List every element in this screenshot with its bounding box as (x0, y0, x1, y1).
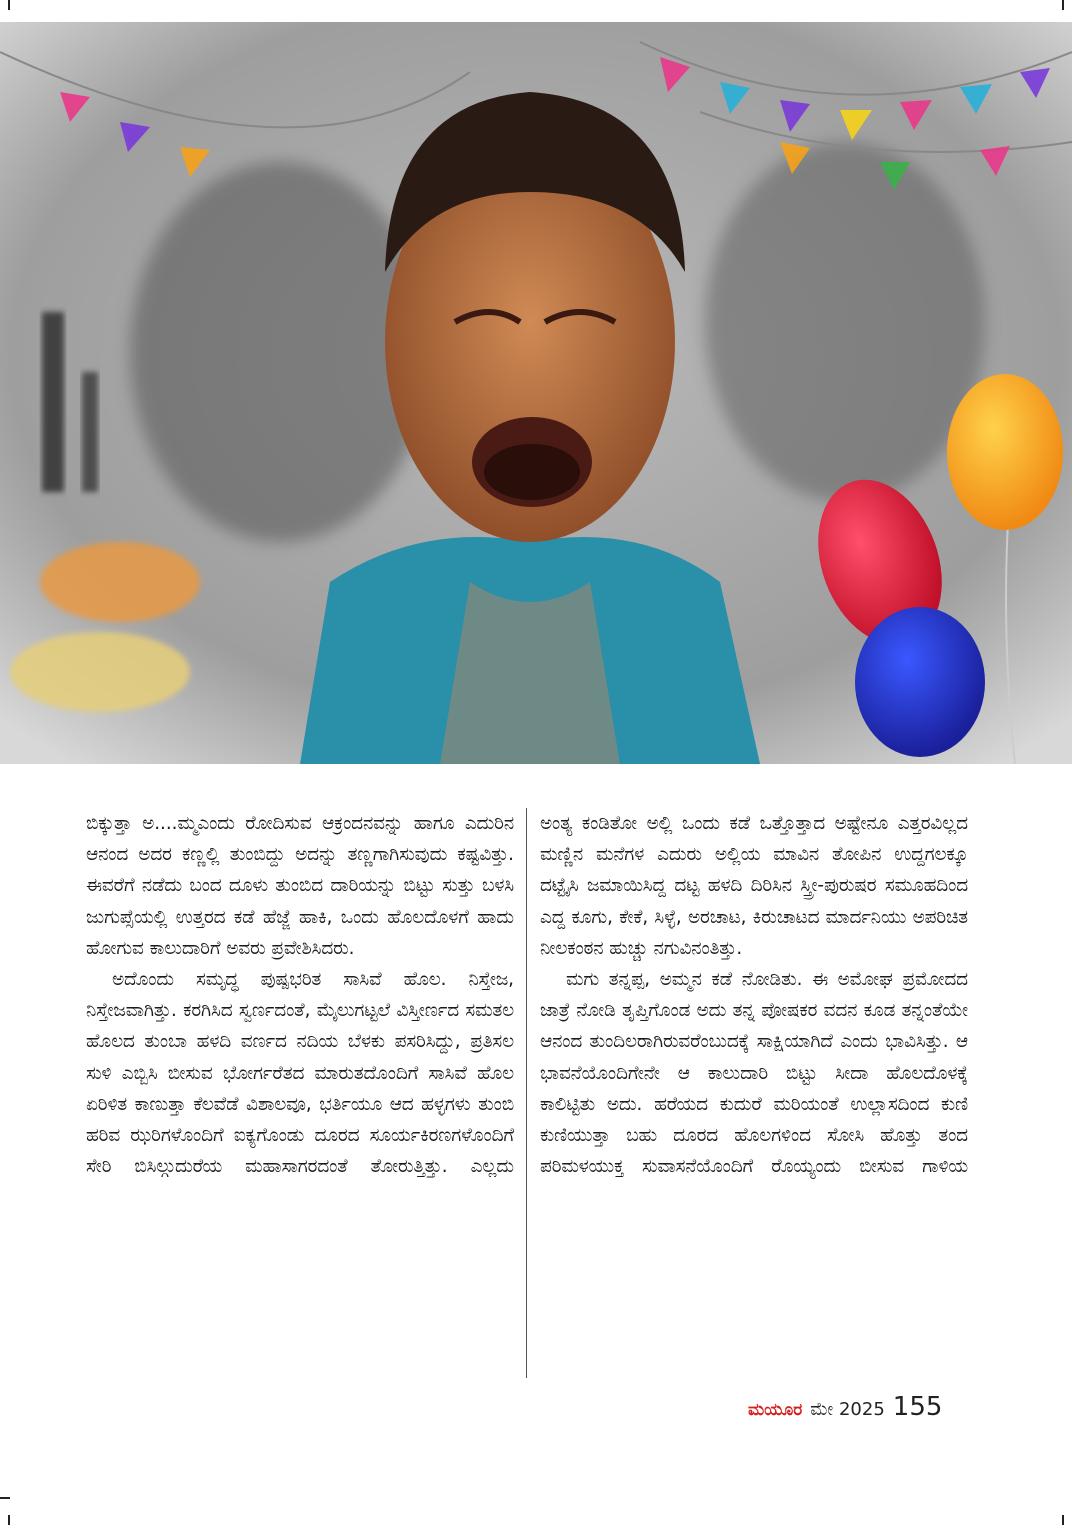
issue-date: ಮೇ 2025 (810, 1399, 885, 1420)
crop-mark-top-left (8, 0, 10, 10)
page-number: 155 (892, 1392, 943, 1422)
column-divider (526, 808, 527, 1378)
article-paragraph: ಅಂತ್ಯ ಕಂಡಿತೋ ಅಲ್ಲಿ ಒಂದು ಕಡೆ ಒತ್ತೊತ್ತಾದ ಅಷ್ಟೇನೂ ಎತ್ತರವಿಲ್ಲದ ಮಣ್ಣಿನ ಮನೆಗಳ ಎದುರು ಅಲ್ಲಿಯ ಮಾವಿನ ತೋಪಿನ ಉದ್ದಗಲಕ್ಕೂ ದಟ್ಟೈಸಿ ಜಮಾಯಿಸಿದ್ದ ದಟ್ಟ ಹಳದಿ ದಿರಿಸಿನ ಸ್ತ್ರೀ-ಪುರುಷರ ಸಮೂಹದಿಂದ ಎದ್ದ ಕೂಗು, ಕೇಕೆ, ಸಿಳ್ಳೆ, ಅರಚಾಟ, ಕಿರುಚಾಟದ ಮಾರ್ದನಿಯು ಅಪರಿಚಿತ ನೀಲಕಂಠನ ಹುಚ್ಚು ನಗುವಿನಂತಿತ್ತು. (540, 813, 968, 959)
crop-mark-bottom-left (8, 1515, 10, 1525)
magazine-brand: ಮಯೂರ (748, 1400, 803, 1420)
crop-mark-left-bottom (0, 1497, 10, 1499)
story-illustration (0, 22, 1072, 764)
crop-mark-bottom-right (1062, 1515, 1064, 1525)
crop-mark-top-right (1062, 0, 1064, 10)
page-footer (748, 1392, 942, 1426)
article-paragraph: ಅದೊಂದು ಸಮೃದ್ಧ ಪುಷ್ಪಭರಿತ ಸಾಸಿವೆ ಹೊಲ. ನಿಸ್ತೇಜ, ನಿಸ್ತೇಜವಾಗಿತ್ತು. ಕರಗಿಸಿದ ಸ್ವರ್ಣದಂತೆ, ಮೈಲುಗಟ್ಟಲೆ ವಿಸ್ತೀರ್ಣದ ಸಮತಲ ಹೊಲದ ತುಂಬಾ ಹಳದಿ ವರ್ಣದ ನದಿಯ ಬೆಳಕು ಪಸರಿಸಿದ್ದು, ಪ್ರತಿಸಲ ಸುಳಿ ಎಬ್ಬಿಸಿ ಬೀಸುವ ಭೋರ್ಗರೆತದ ಮಾರುತದೊಂದಿಗೆ ಸಾಸಿವೆ ಹೊಲ ಏರಿಳಿತ ಕಾಣುತ್ತಾ ಕೆಲವೆಡೆ ವಿಶಾಲವೂ, ಭರ್ತಿಯೂ ಆದ ಹಳ್ಳಗಳು ತುಂಬಿ ಹರಿವ ಝರಿಗಳೊಂದಿಗೆ ಐಕ್ಯಗೊಂಡು ದೂರದ ಸೂರ್ಯಕಿರಣಗಳೊಂದಿಗೆ ಸೇರಿ ಬಿಸಿಲ್ಗುದುರೆಯ ಮಹಾಸಾಗರದಂತೆ ತೋರುತ್ತಿತ್ತು. ಎಲ್ಲದು (86, 969, 514, 1178)
article-column-right (540, 808, 968, 1182)
article-column-left (86, 808, 514, 1182)
article-paragraph: ಮಗು ತನ್ನಪ್ಪ, ಅಮ್ಮನ ಕಡೆ ನೋಡಿತು. ಈ ಅಮೋಘ ಪ್ರಮೋದದ ಜಾತ್ರೆ ನೋಡಿ ತೃಪ್ತಿಗೊಂಡ ಅದು ತನ್ನ ಪೋಷಕರ ವದನ ಕೂಡ ತನ್ನಂತೆಯೇ ಆನಂದ ತುಂದಿಲರಾಗಿರುವರೆಂಬುದಕ್ಕೆ ಸಾಕ್ಷಿಯಾಗಿದೆ ಎಂದು ಭಾವಿಸಿತ್ತು. ಆ ಭಾವನೆಯೊಂದಿಗೇನೇ ಆ ಕಾಲುದಾರಿ ಬಿಟ್ಟು ಸೀದಾ ಹೊಲದೊಳಕ್ಕೆ ಕಾಲಿಟ್ಟಿತು ಅದು. ಹರೆಯದ ಕುದುರೆ ಮರಿಯಂತೆ ಉಲ್ಲಾಸದಿಂದ ಕುಣಿ ಕುಣಿಯುತ್ತಾ ಬಹು ದೂರದ ಹೊಲಗಳಿಂದ ಸೋಸಿ ಹೊತ್ತು ತಂದ ಪರಿಮಳಯುಕ್ತ ಸುವಾಸನೆಯೊಂದಿಗೆ ರೊಯ್ಯಂದು ಬೀಸುವ ಗಾಳಿಯ (540, 969, 968, 1178)
article-paragraph: ಬಿಕ್ಕುತ್ತಾ ಅ....ಮ್ಮಎಂದು ರೋದಿಸುವ ಆಕ್ರಂದನವನ್ನು ಹಾಗೂ ಎದುರಿನ ಆನಂದ ಅದರ ಕಣ್ಣಲ್ಲಿ ತುಂಬಿದ್ದು ಅದನ್ನು ತಣ್ಣಗಾಗಿಸುವುದು ಕಷ್ಟವಿತ್ತು. ಈವರೆಗೆ ನಡೆದು ಬಂದ ದೂಳು ತುಂಬಿದ ದಾರಿಯನ್ನು ಬಿಟ್ಟು ಸುತ್ತು ಬಳಸಿ ಜುಗುಪ್ಸೆಯಲ್ಲಿ ಉತ್ತರದ ಕಡೆ ಹೆಜ್ಜೆ ಹಾಕಿ, ಒಂದು ಹೊಲದೊಳಗೆ ಹಾದು ಹೋಗುವ ಕಾಲುದಾರಿಗೆ ಅವರು ಪ್ರವೇಶಿಸಿದರು. (86, 813, 514, 959)
